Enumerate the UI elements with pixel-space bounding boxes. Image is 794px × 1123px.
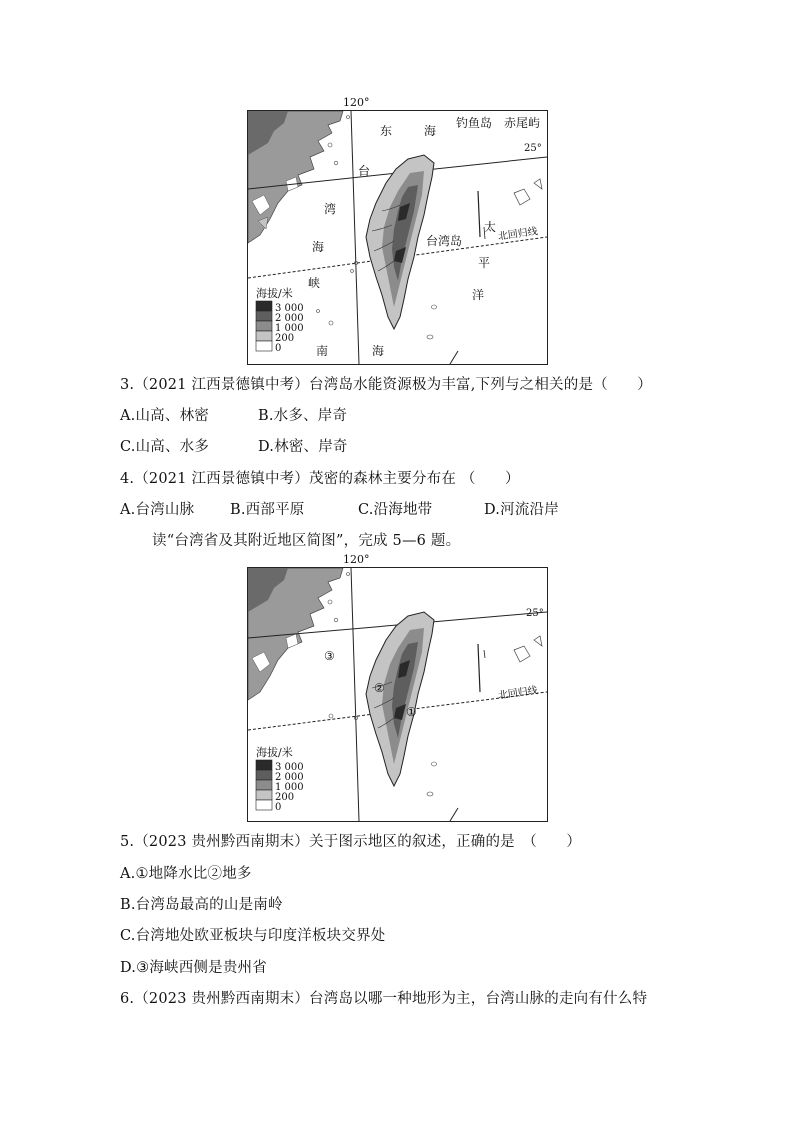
label-dong: 东 xyxy=(380,124,393,138)
label-diaoyu-island: 钓鱼岛 xyxy=(456,116,493,130)
legend-value: 2 000 xyxy=(275,313,304,324)
legend-value: 2 000 xyxy=(275,772,304,783)
legend-title: 海拔/米 xyxy=(256,287,293,300)
question-5-option-b: B.台湾岛最高的山是南岭 xyxy=(120,897,283,913)
question-4-option-a: A.台湾山脉 xyxy=(120,502,195,518)
tropic-label-2: 北回归线 xyxy=(497,685,539,702)
taiwan-relief-map-2 xyxy=(247,567,548,822)
legend-value: 200 xyxy=(275,792,295,803)
latitude-label: 25° xyxy=(524,143,542,154)
tropic-label: 北回归线 xyxy=(497,226,539,243)
legend-value: 0 xyxy=(275,802,282,813)
question-4-option-c: C.沿海地带 xyxy=(358,502,433,518)
question-6-stem: 6.（2023 贵州黔西南期末）台湾岛以哪一种地形为主，台湾山脉的走向有什么特 xyxy=(120,991,648,1007)
question-3-option-c: C.山高、水多 xyxy=(120,439,210,455)
label-taiwan-island: 台湾岛 xyxy=(426,234,463,248)
legend-value: 1 000 xyxy=(275,323,304,334)
label-tai-pacific: 太 xyxy=(484,220,497,234)
legend-value: 1 000 xyxy=(275,782,304,793)
question-3-option-a: A.山高、林密 xyxy=(120,408,209,424)
label-ping: 平 xyxy=(478,256,491,270)
question-5-option-d: D.③海峡西侧是贵州省 xyxy=(120,960,267,976)
question-3-option-d: D.林密、岸奇 xyxy=(258,439,348,455)
longitude-label-2: 120° xyxy=(343,553,370,566)
question-4-option-b: B.西部平原 xyxy=(230,502,305,518)
marker-1: ① xyxy=(406,705,417,719)
latitude-label-2: 25° xyxy=(526,608,544,619)
taiwan-relief-map-1 xyxy=(247,110,548,365)
label-hai-strait: 海 xyxy=(312,240,325,254)
label-chiwei-islet: 赤尾屿 xyxy=(504,116,541,130)
legend-value: 200 xyxy=(275,333,295,344)
legend-value: 3 000 xyxy=(275,762,304,773)
label-tai-strait: 台 xyxy=(358,164,371,178)
label-hai-south: 海 xyxy=(372,344,385,358)
question-5-option-c: C.台湾地处欧亚板块与印度洋板块交界处 xyxy=(120,928,386,944)
marker-2: ② xyxy=(374,681,385,695)
marker-3: ③ xyxy=(324,649,335,663)
question-5-option-a: A.①地降水比②地多 xyxy=(120,866,252,882)
label-xia: 峡 xyxy=(308,276,321,290)
question-4-option-d: D.河流沿岸 xyxy=(484,502,559,518)
question-4-stem: 4.（2021 江西景德镇中考）茂密的森林主要分布在 （ ） xyxy=(120,471,520,487)
label-hai-east: 海 xyxy=(424,124,437,138)
label-wan: 湾 xyxy=(324,202,337,216)
longitude-label: 120° xyxy=(343,96,370,109)
label-nan: 南 xyxy=(316,344,329,358)
legend-value: 0 xyxy=(275,343,282,354)
question-3-option-b: B.水多、岸奇 xyxy=(258,408,348,424)
legend-title-2: 海拔/米 xyxy=(256,746,293,759)
question-3-stem: 3.（2021 江西景德镇中考）台湾岛水能资源极为丰富,下列与之相关的是（ ） xyxy=(120,377,652,393)
question-5-stem: 5.（2023 贵州黔西南期末）关于图示地区的叙述，正确的是 （ ） xyxy=(120,834,582,850)
label-yang: 洋 xyxy=(472,288,485,302)
reading-instruction: 读“台湾省及其附近地区简图”，完成 5—6 题。 xyxy=(152,533,461,549)
legend-value: 3 000 xyxy=(275,303,304,314)
